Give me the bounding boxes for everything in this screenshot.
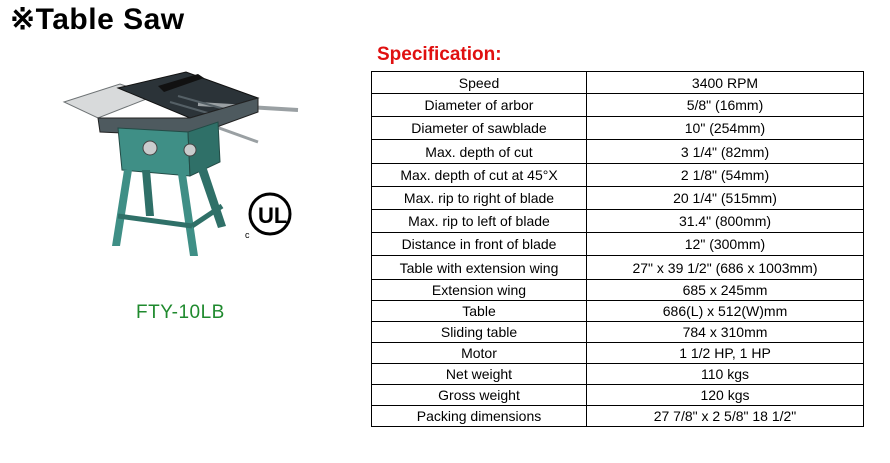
specification-table [371, 71, 864, 427]
spec-row [372, 72, 864, 94]
spec-value: 27 7/8" x 2 5/8" 18 1/2" [587, 406, 864, 427]
spec-row [372, 256, 864, 280]
spec-row [372, 117, 864, 140]
spec-value: 31.4" (800mm) [587, 210, 864, 233]
spec-name: Max. rip to right of blade [372, 187, 587, 210]
spec-name: Extension wing [372, 280, 587, 301]
spec-row [372, 210, 864, 233]
spec-value: 1 1/2 HP, 1 HP [587, 343, 864, 364]
spec-value: 3400 RPM [587, 72, 864, 94]
spec-value: 27" x 39 1/2" (686 x 1003mm) [587, 256, 864, 280]
spec-name: Speed [372, 72, 587, 94]
spec-name: Packing dimensions [372, 406, 587, 427]
spec-value: 2 1/8" (54mm) [587, 164, 864, 187]
spec-row [372, 233, 864, 256]
spec-value: 12" (300mm) [587, 233, 864, 256]
page-title: ※Table Saw [10, 3, 185, 36]
spec-name: Diameter of sawblade [372, 117, 587, 140]
spec-row [372, 385, 864, 406]
spec-row [372, 322, 864, 343]
spec-name: Motor [372, 343, 587, 364]
spec-row [372, 164, 864, 187]
spec-name: Net weight [372, 364, 587, 385]
svg-text:c: c [245, 230, 250, 240]
spec-name: Sliding table [372, 322, 587, 343]
spec-row [372, 280, 864, 301]
spec-value: 20 1/4" (515mm) [587, 187, 864, 210]
spec-row [372, 364, 864, 385]
spec-row [372, 187, 864, 210]
spec-name: Max. depth of cut at 45°X [372, 164, 587, 187]
spec-value: 3 1/4" (82mm) [587, 140, 864, 164]
spec-name: Table with extension wing [372, 256, 587, 280]
spec-name: Max. depth of cut [372, 140, 587, 164]
model-label: FTY-10LB [136, 302, 225, 323]
spec-row [372, 140, 864, 164]
table-saw-image [58, 66, 308, 266]
spec-name: Gross weight [372, 385, 587, 406]
spec-value: 10" (254mm) [587, 117, 864, 140]
spec-name: Table [372, 301, 587, 322]
spec-name: Distance in front of blade [372, 233, 587, 256]
spec-row [372, 406, 864, 427]
ul-listed-icon [245, 194, 290, 240]
spec-row [372, 301, 864, 322]
spec-value: 686(L) x 512(W)mm [587, 301, 864, 322]
svg-text:UL: UL [258, 203, 288, 228]
spec-row [372, 343, 864, 364]
spec-row [372, 94, 864, 117]
spec-value: 110 kgs [587, 364, 864, 385]
spec-value: 685 x 245mm [587, 280, 864, 301]
spec-name: Max. rip to left of blade [372, 210, 587, 233]
spec-name: Diameter of arbor [372, 94, 587, 117]
spec-value: 784 x 310mm [587, 322, 864, 343]
specification-heading: Specification: [377, 44, 502, 65]
spec-value: 5/8" (16mm) [587, 94, 864, 117]
spec-value: 120 kgs [587, 385, 864, 406]
